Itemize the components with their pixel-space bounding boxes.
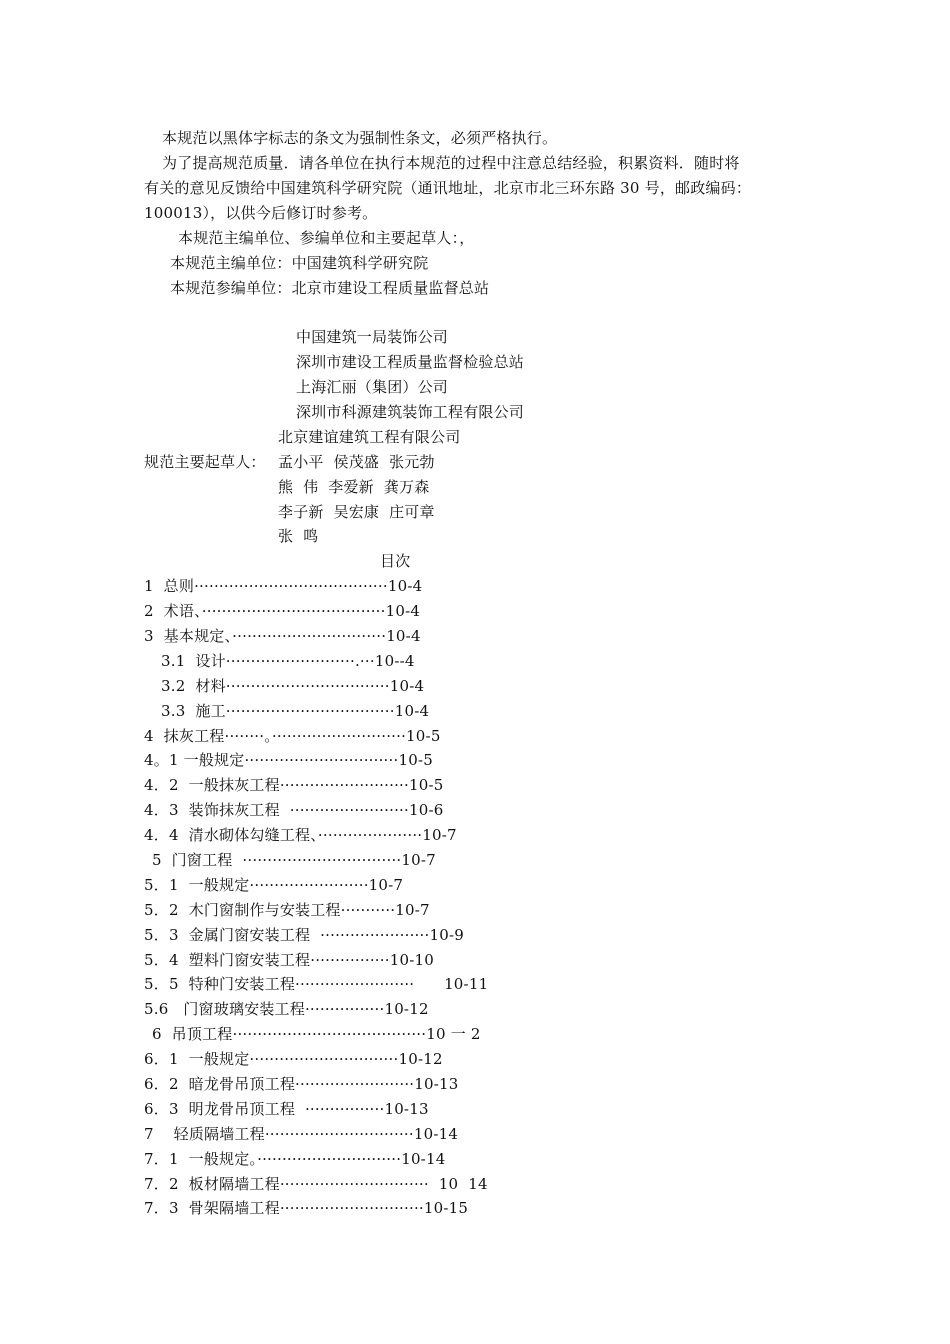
- toc-entry: 7．3 骨架隔墙工程·····························10-15: [144, 1199, 469, 1217]
- toc-entry: 5．1 一般规定························10-7: [144, 876, 404, 894]
- drafters-row: 熊 伟 李爱新 龚万森: [278, 478, 430, 496]
- toc-entry: 5.6 门窗玻璃安装工程················10-12: [144, 1000, 429, 1018]
- toc-entry: 3.3 施工··································10-4: [161, 702, 430, 720]
- participating-unit: 上海汇丽（集团）公司: [296, 378, 449, 396]
- drafters-row: 张 鸣: [278, 527, 319, 545]
- preface-paragraph-2-line-2: 有关的意见反馈给中国建筑科学研究院（通讯地址，北京市北三环东路 30 号，邮政编码：: [144, 179, 752, 197]
- toc-entry: 5．5 特种门安装工程························ 10-11: [144, 975, 489, 993]
- toc-entry: 4．3 装饰抹灰工程 ························10-6: [144, 801, 444, 819]
- drafters-row: 李子新 吴宏康 庄可章: [278, 503, 435, 521]
- toc-entry: 3 基本规定、·······························10-4: [144, 627, 421, 645]
- toc-entry: 4．2 一般抹灰工程··························10-5: [144, 776, 444, 794]
- toc-entry: 7 轻质隔墙工程······························10-14: [144, 1125, 459, 1143]
- toc-entry: 1 总则·······································10-4: [144, 577, 423, 595]
- toc-entry: 5．3 金属门窗安装工程 ······················10-9: [144, 926, 464, 944]
- drafters-label: 规范主要起草人：: [144, 453, 266, 471]
- toc-entry: 4．4 清水砌体勾缝工程、·····················10-7: [144, 826, 457, 844]
- preface-paragraph-2-line-3: 100013），以供今后修订时参考。: [144, 204, 378, 222]
- units-intro: 本规范主编单位、参编单位和主要起草人：，: [178, 229, 475, 247]
- toc-entry: 5．2 木门窗制作与安装工程···········10-7: [144, 901, 430, 919]
- toc-entry: 7．2 板材隔墙工程······························ 10 14: [144, 1175, 488, 1193]
- toc-entry: 2 术语、·····································10-4: [144, 602, 421, 620]
- toc-entry: 6．1 一般规定······························10-12: [144, 1050, 443, 1068]
- chief-unit: 本规范主编单位：中国建筑科学研究院: [170, 254, 429, 272]
- participating-unit: 深圳市科源建筑装饰工程有限公司: [296, 403, 525, 421]
- preface-paragraph-1: 本规范以黑体字标志的条文为强制性条文，必须严格执行。: [162, 129, 558, 147]
- toc-entry: 3.2 材料·································10-4: [161, 677, 425, 695]
- toc-entry: 7．1 一般规定。·····························10-14: [144, 1150, 446, 1168]
- participating-unit: 北京建谊建筑工程有限公司: [278, 428, 461, 446]
- toc-entry: 6．2 暗龙骨吊顶工程························10-13: [144, 1075, 459, 1093]
- toc-entry: 5．4 塑料门窗安装工程················10-10: [144, 951, 434, 969]
- toc-entry: 6 吊顶工程·······································10 一 2: [152, 1025, 481, 1043]
- toc-entry: 5 门窗工程 ································10-7: [152, 851, 436, 869]
- participating-unit: 深圳市建设工程质量监督检验总站: [296, 353, 525, 371]
- preface-paragraph-2-line-1: 为了提高规范质量．请各单位在执行本规范的过程中注意总结经验，积累资料．随时将: [162, 154, 740, 172]
- toc-entry: 4 抹灰工程········。···························10-5: [144, 727, 441, 745]
- participating-unit: 中国建筑一局装饰公司: [296, 328, 449, 346]
- toc-entry: 6．3 明龙骨吊顶工程 ················10-13: [144, 1100, 429, 1118]
- toc-entry: 4。1 一般规定·······························10-5: [144, 751, 433, 769]
- toc-title: 目次: [380, 552, 411, 570]
- drafters-row: 孟小平 侯茂盛 张元勃: [278, 453, 435, 471]
- participating-units-label: 本规范参编单位：北京市建设工程质量监督总站: [170, 279, 490, 297]
- toc-entry: 3.1 设计··························.···10--4: [161, 652, 415, 670]
